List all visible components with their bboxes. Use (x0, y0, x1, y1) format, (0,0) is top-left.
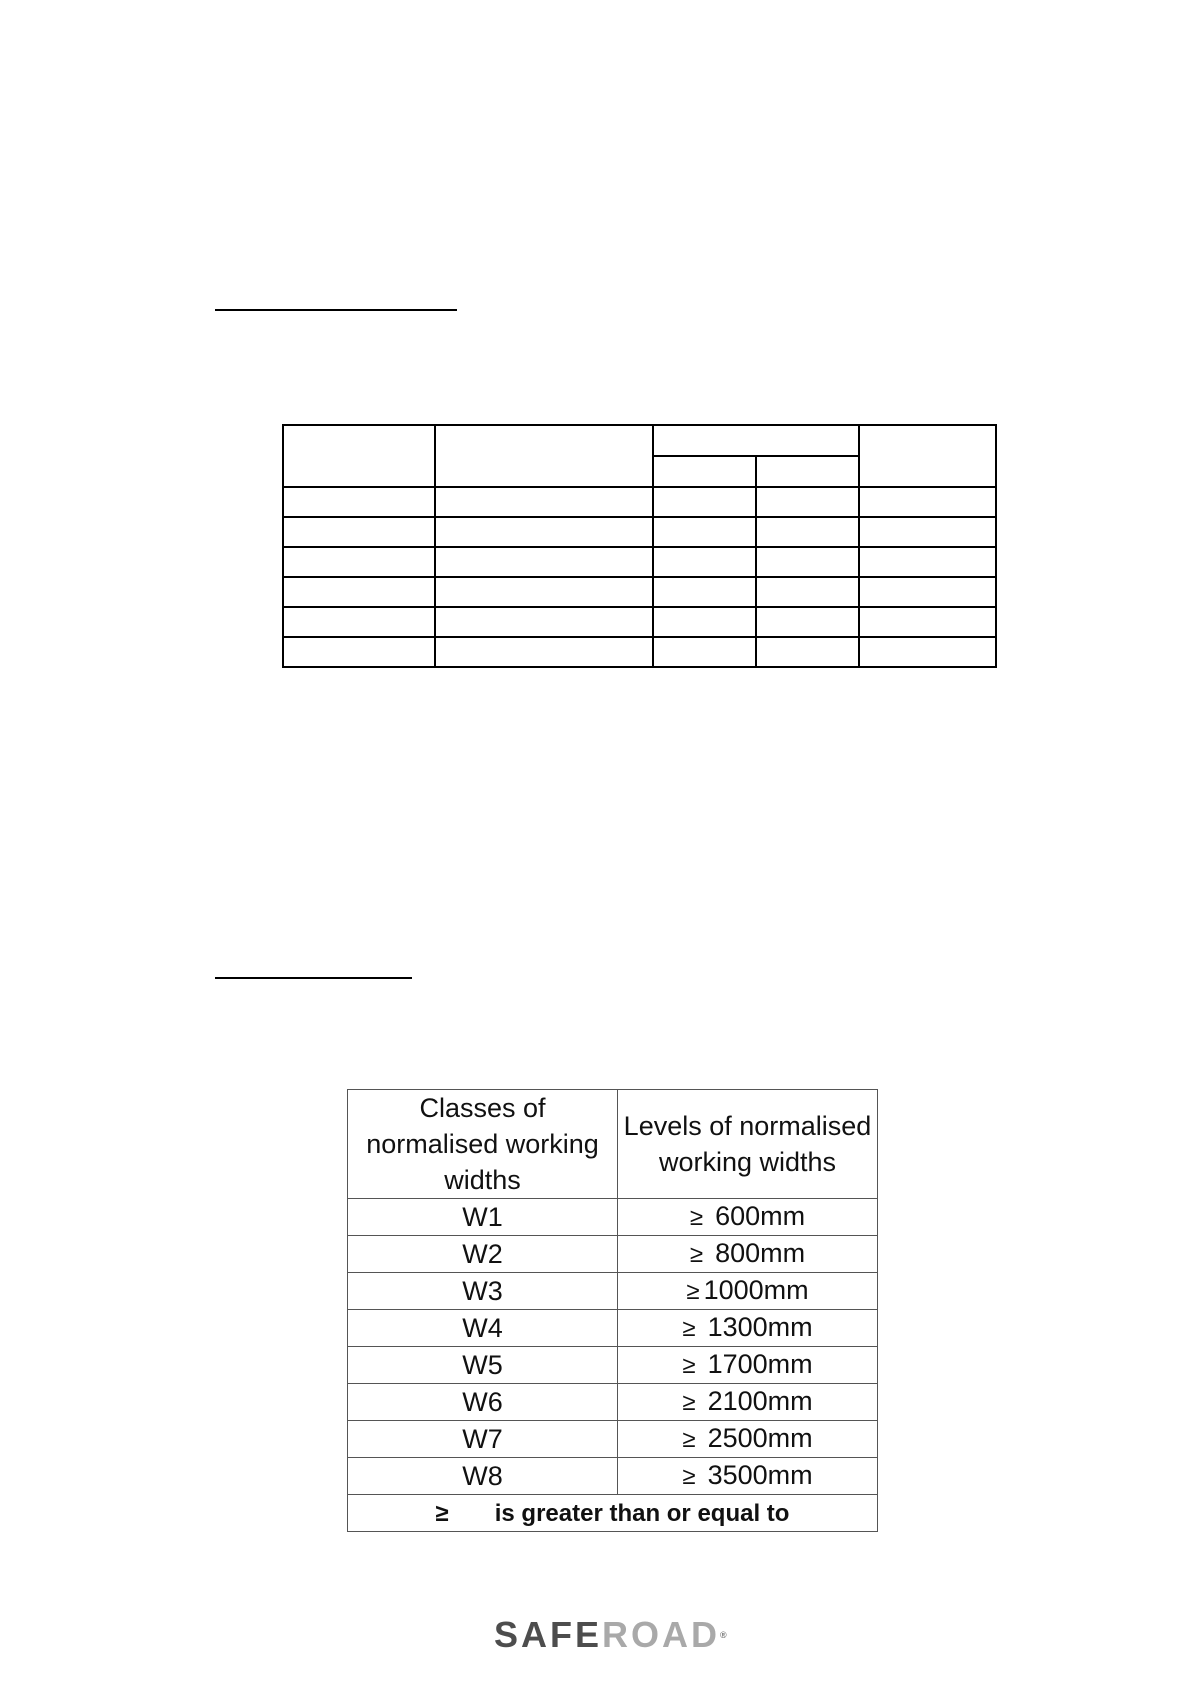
class-cell: W5 (348, 1347, 618, 1384)
table-cell (859, 607, 996, 637)
table-cell (756, 577, 859, 607)
table-cell (435, 547, 653, 577)
level-cell (618, 1421, 878, 1458)
table-row (283, 577, 996, 607)
table-cell (756, 547, 859, 577)
greater-equal-symbol: ≥ (689, 1241, 704, 1268)
level-cell (618, 1310, 878, 1347)
greater-equal-symbol: ≥ (682, 1426, 696, 1453)
table-cell (283, 487, 435, 517)
logo-safe-text: SAFE (494, 1614, 603, 1655)
table-row (283, 607, 996, 637)
table-row (283, 637, 996, 667)
table-cell (435, 577, 653, 607)
table-cell (653, 607, 756, 637)
levels-column-header: Levels of normalised working widths (618, 1090, 878, 1199)
greater-equal-symbol: ≥ (686, 1278, 700, 1305)
section-heading-underline (215, 309, 457, 311)
table-cell (435, 637, 653, 667)
class-cell: W8 (348, 1458, 618, 1495)
classes-column-header: Classes of normalised working widths (348, 1090, 618, 1199)
table-row (348, 1347, 878, 1384)
class-cell: W1 (348, 1199, 618, 1236)
table-cell (859, 547, 996, 577)
empty-grid-table (282, 424, 997, 668)
level-value: 1300mm (707, 1312, 813, 1342)
table-cell (756, 637, 859, 667)
table-cell (756, 487, 859, 517)
table-row (348, 1310, 878, 1347)
table-cell (859, 487, 996, 517)
table-cell (756, 607, 859, 637)
table-row (348, 1384, 878, 1421)
table-cell (653, 577, 756, 607)
table-cell (756, 456, 859, 487)
table-cell (283, 517, 435, 547)
working-widths-table (347, 1089, 878, 1532)
level-cell (618, 1273, 878, 1310)
level-value: 1700mm (707, 1349, 813, 1379)
class-cell: W6 (348, 1384, 618, 1421)
class-cell: W2 (348, 1236, 618, 1273)
level-cell (618, 1236, 878, 1273)
table-cell (653, 547, 756, 577)
section-heading-underline (215, 977, 412, 979)
greater-equal-symbol: ≥ (682, 1315, 696, 1342)
table-row (283, 487, 996, 517)
table-row (283, 547, 996, 577)
table-cell (435, 607, 653, 637)
greater-equal-symbol: ≥ (689, 1204, 704, 1231)
table-cell (859, 577, 996, 607)
logo-road-text: ROAD (602, 1614, 721, 1655)
level-value: 3500mm (707, 1460, 813, 1490)
table-row (348, 1199, 878, 1236)
table-cell (756, 517, 859, 547)
level-value: 2100mm (707, 1386, 813, 1416)
saferoad-logo (494, 1614, 727, 1655)
table-row (348, 1236, 878, 1273)
class-cell: W3 (348, 1273, 618, 1310)
table-cell (859, 637, 996, 667)
table-cell (653, 487, 756, 517)
table-cell (435, 425, 653, 487)
table-cell (435, 517, 653, 547)
table-footer-row (348, 1495, 878, 1532)
class-cell: W7 (348, 1421, 618, 1458)
level-value: 2500mm (707, 1423, 813, 1453)
table-cell (859, 425, 996, 487)
legend-text: is greater than or equal to (494, 1499, 790, 1527)
greater-equal-symbol: ≥ (682, 1352, 696, 1379)
greater-equal-symbol: ≥ (682, 1389, 696, 1416)
table-cell (653, 456, 756, 487)
table-row (348, 1458, 878, 1495)
table-cell (653, 637, 756, 667)
table-cell (435, 487, 653, 517)
table-cell (283, 547, 435, 577)
table-cell (283, 577, 435, 607)
level-cell (618, 1199, 878, 1236)
table-row (348, 1421, 878, 1458)
table-cell (283, 607, 435, 637)
registered-mark-icon: ® (720, 1630, 727, 1640)
greater-equal-symbol: ≥ (682, 1463, 696, 1490)
level-value: 1000mm (703, 1275, 809, 1305)
table-row (348, 1273, 878, 1310)
level-cell (618, 1384, 878, 1421)
level-cell (618, 1458, 878, 1495)
table-header-row (348, 1090, 878, 1199)
legend-cell (348, 1495, 878, 1532)
table-cell (283, 425, 435, 487)
greater-equal-symbol: ≥ (435, 1499, 449, 1527)
class-cell: W4 (348, 1310, 618, 1347)
table-row (283, 517, 996, 547)
table-cell (283, 637, 435, 667)
level-cell (618, 1347, 878, 1384)
table-cell (859, 517, 996, 547)
level-value: 800mm (715, 1238, 806, 1268)
table-row (283, 425, 996, 456)
level-value: 600mm (715, 1201, 806, 1231)
table-cell (653, 517, 756, 547)
table-cell (653, 425, 859, 456)
